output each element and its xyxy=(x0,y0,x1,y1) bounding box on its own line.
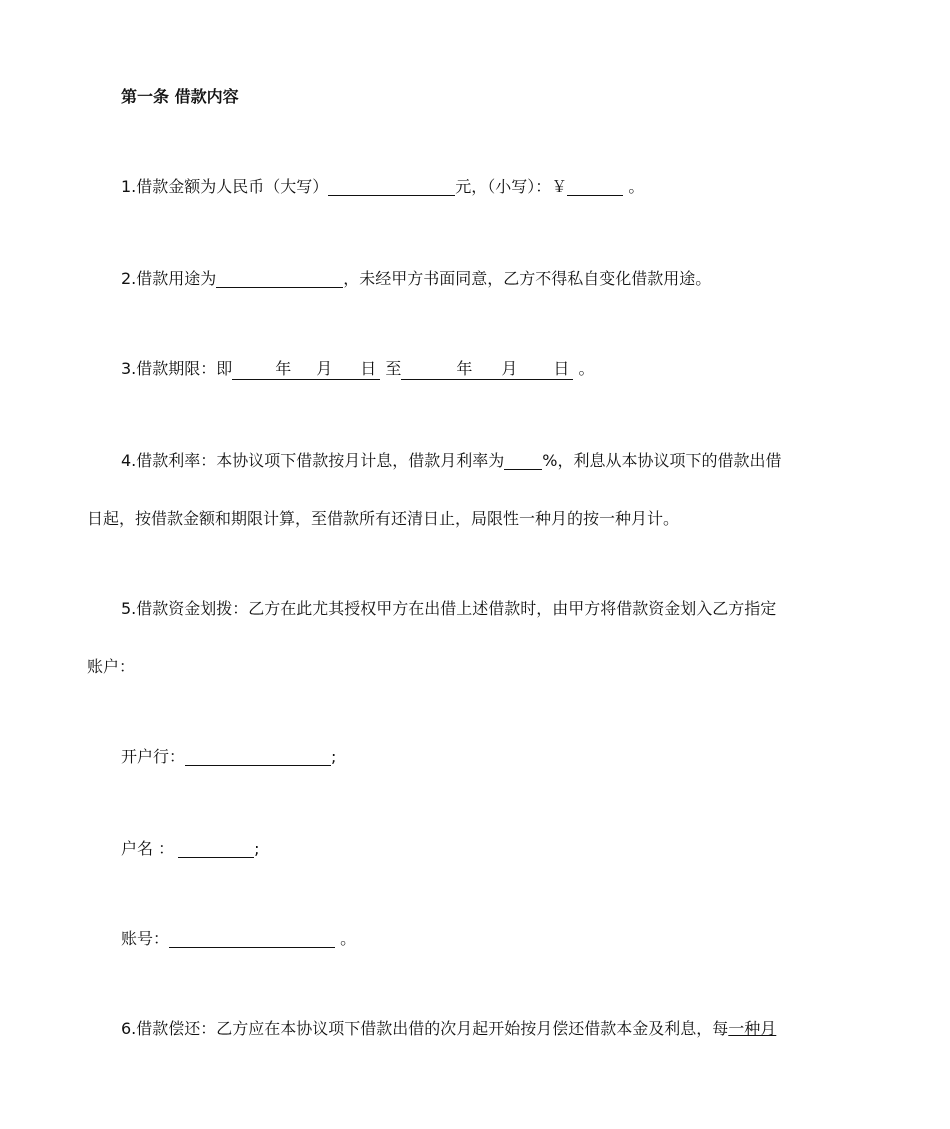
clause-1-text-b: 元，（小写）：￥ xyxy=(455,177,568,196)
bank-label: 开户行： xyxy=(121,747,186,766)
clause-2-text: 2.借款用途为 xyxy=(121,269,217,288)
clause-4-continuation: 日起，按借款金额和期限计算，至借款所有还清日止，局限性一种月的按一种月计。 xyxy=(87,509,680,528)
clause-2-loan-purpose xyxy=(0,264,950,294)
account-number-line xyxy=(0,924,950,954)
clause-3-text: 3.借款期限：即 xyxy=(121,359,233,378)
clause-5-continuation: 账户： xyxy=(87,657,136,676)
clause-4-text-b: %，利息从本协议项下的借款出借 xyxy=(542,451,782,470)
clause-1-text: 1.借款金额为人民币（大写） xyxy=(121,177,329,196)
bank-line xyxy=(0,742,950,772)
start-month-blank[interactable]: 月 xyxy=(291,359,332,380)
clause-5-fund-transfer: 5.借款资金划拨：乙方在此尤其授权甲方在出借上述借款时，由甲方将借款资金划入乙方指定 xyxy=(121,599,777,618)
start-year-blank[interactable]: 年 xyxy=(232,359,291,380)
clause-4-text: 4.借款利率：本协议项下借款按月计息，借款月利率为 xyxy=(121,451,505,470)
end-day-blank[interactable]: 日 xyxy=(517,359,573,380)
clause-6-underlined: 一种月 xyxy=(728,1019,777,1038)
clause-1-end: 。 xyxy=(623,177,645,196)
account-name-label: 户名 ： xyxy=(121,839,175,858)
clause-4-interest-rate xyxy=(0,446,950,476)
account-number-label: 账号： xyxy=(121,929,170,948)
bank-blank[interactable] xyxy=(185,746,331,766)
clause-3-loan-term xyxy=(0,354,950,384)
monthly-rate-blank[interactable] xyxy=(504,450,542,470)
account-name-blank[interactable] xyxy=(178,838,254,858)
account-number-end: 。 xyxy=(335,929,357,948)
purpose-blank[interactable] xyxy=(216,268,343,288)
clause-6-repayment xyxy=(0,1014,950,1044)
start-day-blank[interactable]: 日 xyxy=(332,359,380,380)
end-month-blank[interactable]: 月 xyxy=(472,359,517,380)
clause-1-loan-amount xyxy=(0,172,950,202)
end-year-blank[interactable]: 年 xyxy=(401,359,472,380)
clause-3-end: 。 xyxy=(573,359,595,378)
clause-6-text: 6.借款偿还：乙方应在本协议项下借款出借的次月起开始按月偿还借款本金及利息，每 xyxy=(121,1019,729,1038)
account-name-line xyxy=(0,834,950,864)
amount-figures-blank[interactable] xyxy=(567,176,623,196)
clause-2-text-b: ，未经甲方书面同意，乙方不得私自变化借款用途。 xyxy=(343,269,712,288)
article-title: 第一条 借款内容 xyxy=(121,87,239,106)
amount-words-blank[interactable] xyxy=(328,176,455,196)
bank-end: ; xyxy=(331,747,337,766)
account-name-end: ; xyxy=(254,839,260,858)
account-number-blank[interactable] xyxy=(169,928,335,948)
clause-3-to: 至 xyxy=(380,359,402,378)
